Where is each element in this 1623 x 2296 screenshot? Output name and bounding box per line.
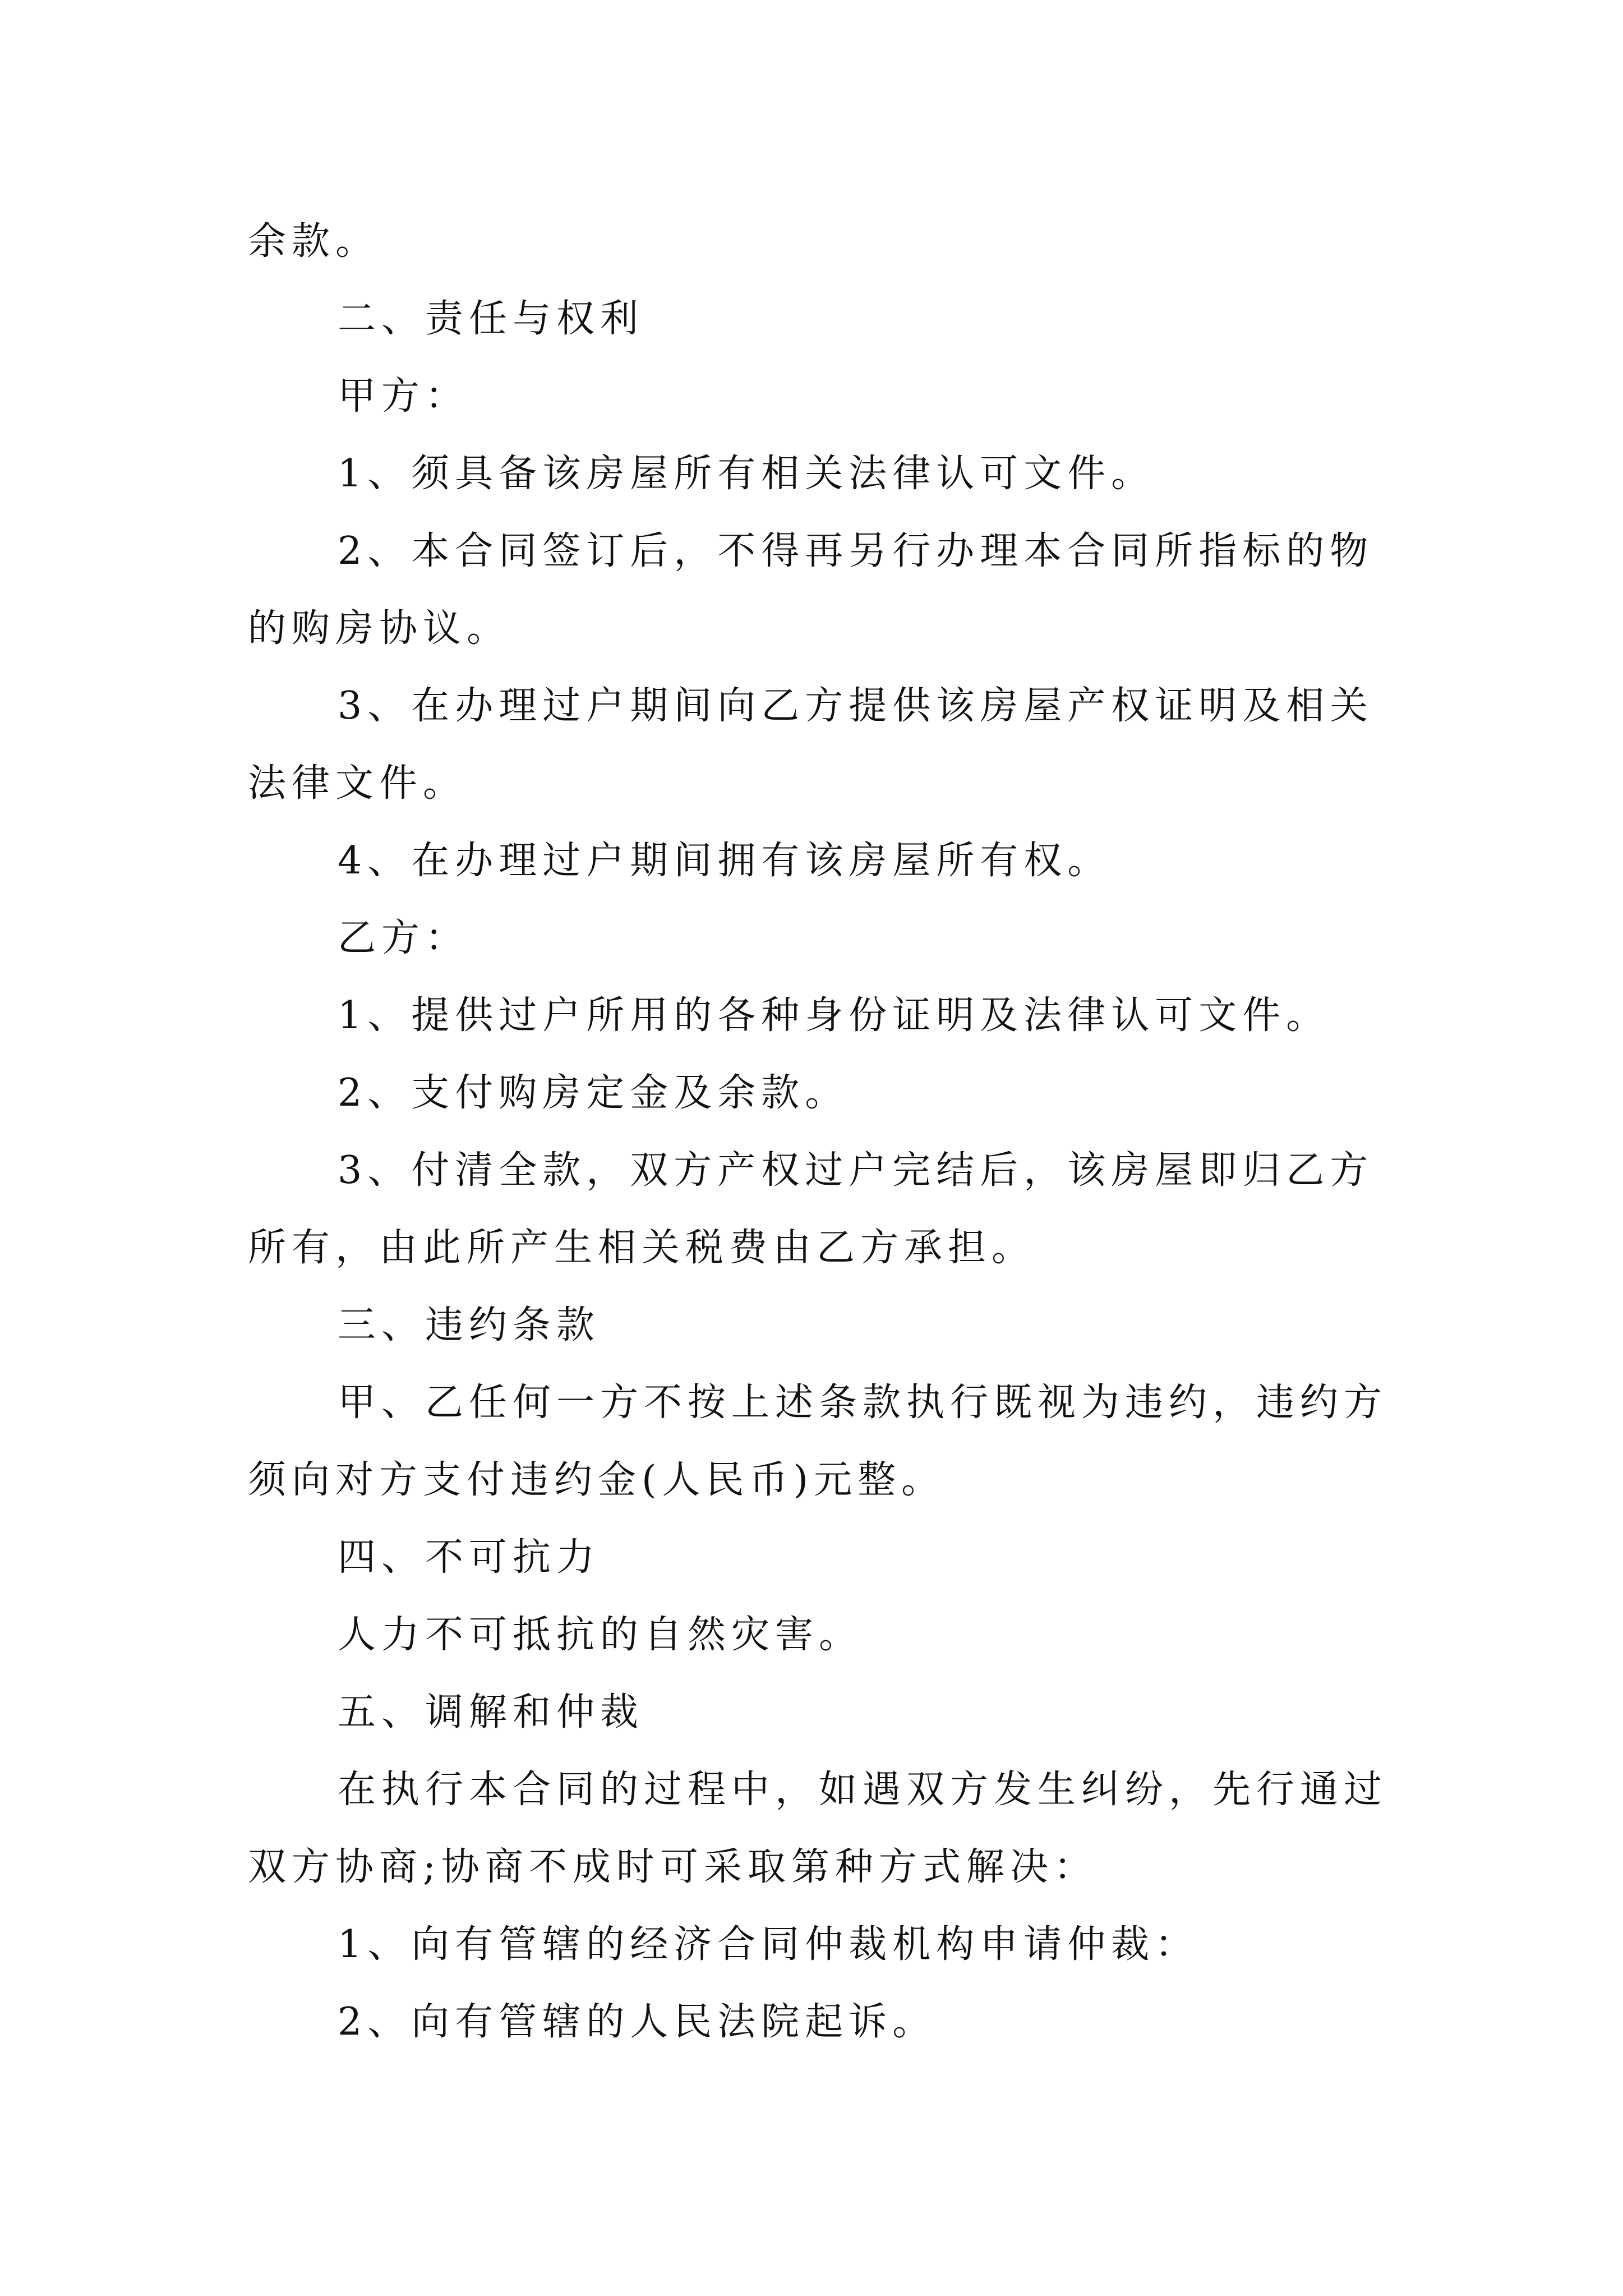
paragraph-line: 人力不可抵抗的自然灾害。 [338, 1613, 863, 1657]
text-line: 法律文件。 [248, 761, 467, 806]
section-heading: 五、调解和仲裁 [338, 1690, 644, 1734]
list-item: 1、须具备该房屋所有相关法律认可文件。 [338, 452, 1155, 496]
text-line: 须向对方支付违约金(人民币)元整。 [248, 1458, 946, 1502]
text-line: 所有，由此所产生相关税费由乙方承担。 [248, 1226, 1036, 1270]
section-heading: 三、违约条款 [338, 1303, 601, 1347]
list-item: 2、支付购房定金及余款。 [338, 1071, 849, 1115]
section-heading: 四、不可抗力 [338, 1535, 601, 1580]
list-item: 1、提供过户所用的各种身份证明及法律认可文件。 [338, 993, 1330, 1038]
party-heading: 甲方： [338, 374, 469, 418]
paragraph-line: 在执行本合同的过程中，如遇双方发生纠纷，先行通过 [338, 1768, 1388, 1812]
list-item: 3、付清全款，双方产权过户完结后，该房屋即归乙方 [338, 1148, 1374, 1193]
list-item: 4、在办理过户期间拥有该房屋所有权。 [338, 839, 1112, 883]
list-item: 1、向有管辖的经济合同仲裁机构申请仲裁： [338, 1922, 1199, 1967]
document-body [248, 203, 1386, 2061]
list-item: 2、本合同签订后，不得再另行办理本合同所指标的物 [338, 529, 1374, 573]
paragraph-line: 甲、乙任何一方不按上述条款执行既视为违约，违约方 [338, 1381, 1388, 1425]
party-heading: 乙方： [338, 916, 469, 960]
list-item: 3、在办理过户期间向乙方提供该房屋产权证明及相关 [338, 684, 1374, 728]
text-line: 的购房协议。 [248, 606, 511, 651]
list-item: 2、向有管辖的人民法院起诉。 [338, 2000, 937, 2044]
section-heading: 二、责任与权利 [338, 297, 644, 341]
text-line: 双方协商;协商不成时可采取第种方式解决： [248, 1845, 1098, 1889]
text-line: 余款。 [248, 219, 380, 264]
